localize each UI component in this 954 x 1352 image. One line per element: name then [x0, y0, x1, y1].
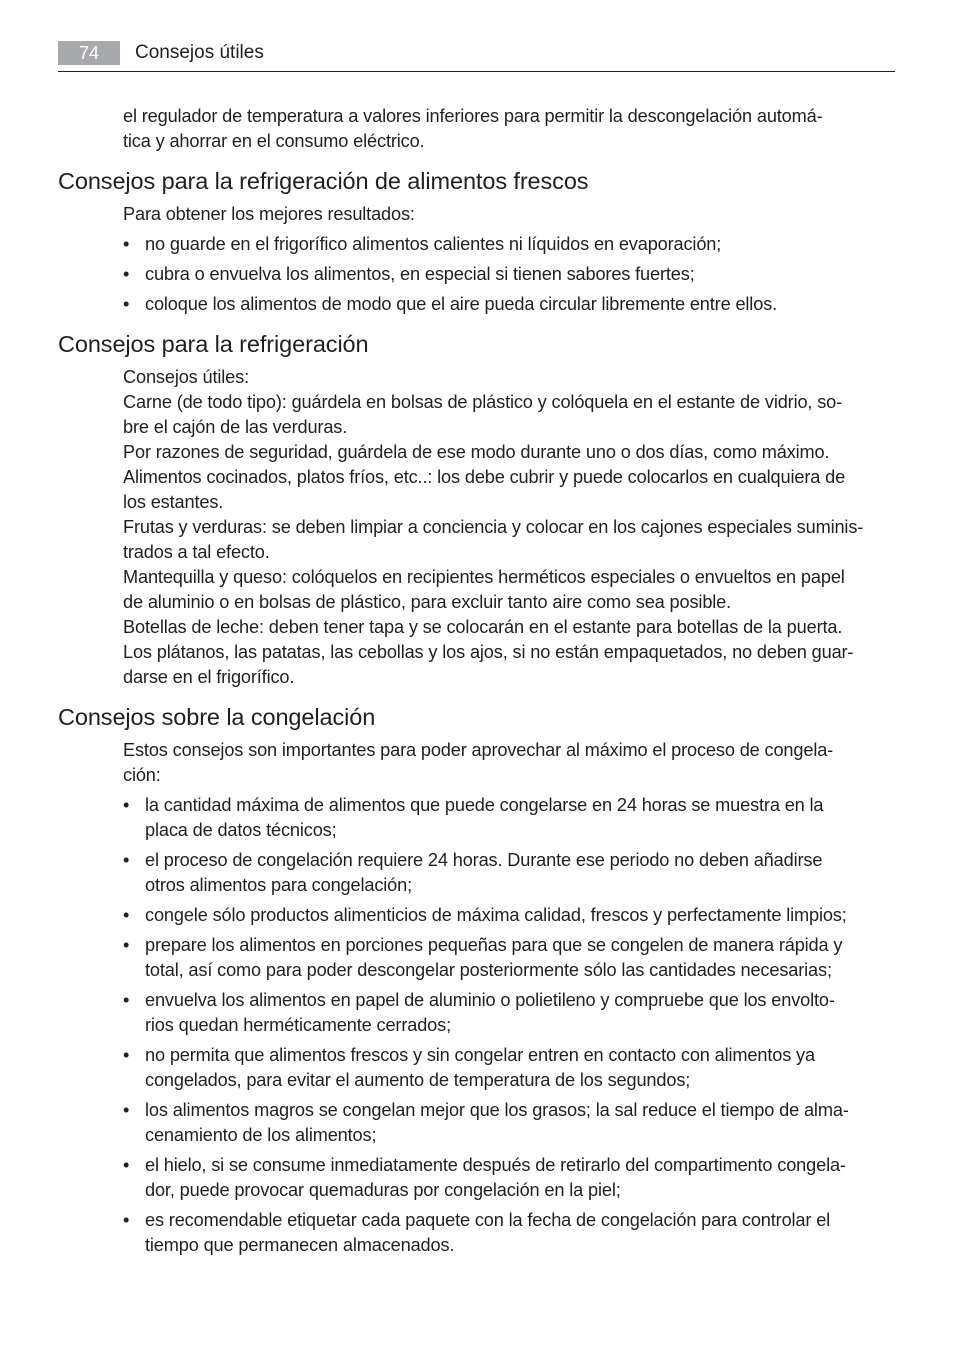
bullet-icon: • — [123, 935, 130, 955]
refrigeration-line: Consejos útiles: — [123, 367, 249, 387]
list-item-line: envuelva los alimentos en papel de aluminio o polietileno y compruebe que los envolto- — [145, 990, 835, 1010]
bullet-icon: • — [123, 234, 130, 254]
fresh-lead-line: Para obtener los mejores resultados: — [123, 204, 415, 224]
fresh-lead — [123, 202, 898, 227]
refrigeration-line: Alimentos cocinados, platos fríos, etc..: los debe cubrir y puede colocarlos en cualquiera de — [123, 467, 846, 487]
refrigeration-line: darse en el frigorífico. — [123, 667, 295, 687]
freezing-lead — [123, 738, 898, 788]
list-item-line: coloque los alimentos de modo que el aire pueda circular libremente entre ellos. — [145, 294, 778, 314]
list-item-line: cenamiento de los alimentos; — [145, 1125, 377, 1145]
refrigeration-line: Botellas de leche: deben tener tapa y se colocarán en el estante para botellas de la puerta. — [123, 617, 843, 637]
bullet-icon: • — [123, 795, 130, 815]
refrigeration-line: Los plátanos, las patatas, las cebollas y los ajos, si no están empaquetados, no deben guar- — [123, 642, 854, 662]
refrigeration-line: trados a tal efecto. — [123, 542, 270, 562]
refrigeration-line: Mantequilla y queso: colóquelos en recipientes herméticos especiales o envueltos en papel — [123, 567, 845, 587]
heading-fresh-food: Consejos para la refrigeración de alimentos frescos — [58, 168, 589, 194]
bullet-icon: • — [123, 905, 130, 925]
list-item-line: no guarde en el frigorífico alimentos calientes ni líquidos en evaporación; — [145, 234, 722, 254]
list-item-line: es recomendable etiquetar cada paquete con la fecha de congelación para controlar el — [145, 1210, 831, 1230]
list-item-line: los alimentos magros se congelan mejor que los grasos; la sal reduce el tiempo de alma- — [145, 1100, 849, 1120]
bullet-icon: • — [123, 850, 130, 870]
intro-line: el regulador de temperatura a valores inferiores para permitir la descongelación automá- — [123, 106, 823, 126]
refrigeration-line: Carne (de todo tipo): guárdela en bolsas de plástico y colóquela en el estante de vidrio, so- — [123, 392, 843, 412]
header-section-title: Consejos útiles — [135, 42, 264, 63]
list-item-line: tiempo que permanecen almacenados. — [145, 1235, 455, 1255]
bullet-icon: • — [123, 1100, 130, 1120]
refrigeration-line: Frutas y verduras: se deben limpiar a conciencia y colocar en los cajones especiales suminis- — [123, 517, 864, 537]
refrigeration-line: Por razones de seguridad, guárdela de ese modo durante uno o dos días, como máximo. — [123, 442, 830, 462]
bullet-icon: • — [123, 1210, 130, 1230]
freezing-lead-line: ción: — [123, 765, 161, 785]
list-item-line: congelados, para evitar el aumento de temperatura de los segundos; — [145, 1070, 691, 1090]
bullet-icon: • — [123, 1045, 130, 1065]
heading-refrigeration: Consejos para la refrigeración — [58, 331, 369, 357]
list-item-line: la cantidad máxima de alimentos que puede congelarse en 24 horas se muestra en la — [145, 795, 824, 815]
list-item-line: cubra o envuelva los alimentos, en especial si tienen sabores fuertes; — [145, 264, 695, 284]
bullet-icon: • — [123, 1155, 130, 1175]
page-number: 74 — [58, 41, 120, 65]
heading-freezing: Consejos sobre la congelación — [58, 704, 376, 730]
list-item-line: otros alimentos para congelación; — [145, 875, 413, 895]
intro-paragraph — [123, 104, 898, 154]
list-item-line: rios quedan herméticamente cerrados; — [145, 1015, 451, 1035]
refrigeration-line: los estantes. — [123, 492, 224, 512]
freezing-lead-line: Estos consejos son importantes para poder aprovechar al máximo el proceso de congela- — [123, 740, 834, 760]
list-item-line: prepare los alimentos en porciones pequeñas para que se congelen de manera rápida y — [145, 935, 843, 955]
list-item-line: no permita que alimentos frescos y sin congelar entren en contacto con alimentos ya — [145, 1045, 815, 1065]
refrigeration-line: de aluminio o en bolsas de plástico, para excluir tanto aire como sea posible. — [123, 592, 732, 612]
refrigeration-line: bre el cajón de las verduras. — [123, 417, 348, 437]
bullet-icon: • — [123, 990, 130, 1010]
list-item-line: congele sólo productos alimenticios de máxima calidad, frescos y perfectamente limpios; — [145, 905, 847, 925]
list-item-line: el proceso de congelación requiere 24 horas. Durante ese periodo no deben añadirse — [145, 850, 823, 870]
list-item-line: placa de datos técnicos; — [145, 820, 337, 840]
page-header — [58, 38, 895, 72]
bullet-icon: • — [123, 294, 130, 314]
list-item-line: total, así como para poder descongelar posteriormente sólo las cantidades necesarias; — [145, 960, 832, 980]
refrigeration-paragraph — [123, 365, 898, 690]
list-item-line: el hielo, si se consume inmediatamente después de retirarlo del compartimento congela- — [145, 1155, 846, 1175]
list-item-line: dor, puede provocar quemaduras por congelación en la piel; — [145, 1180, 621, 1200]
intro-line: tica y ahorrar en el consumo eléctrico. — [123, 131, 425, 151]
bullet-icon: • — [123, 264, 130, 284]
